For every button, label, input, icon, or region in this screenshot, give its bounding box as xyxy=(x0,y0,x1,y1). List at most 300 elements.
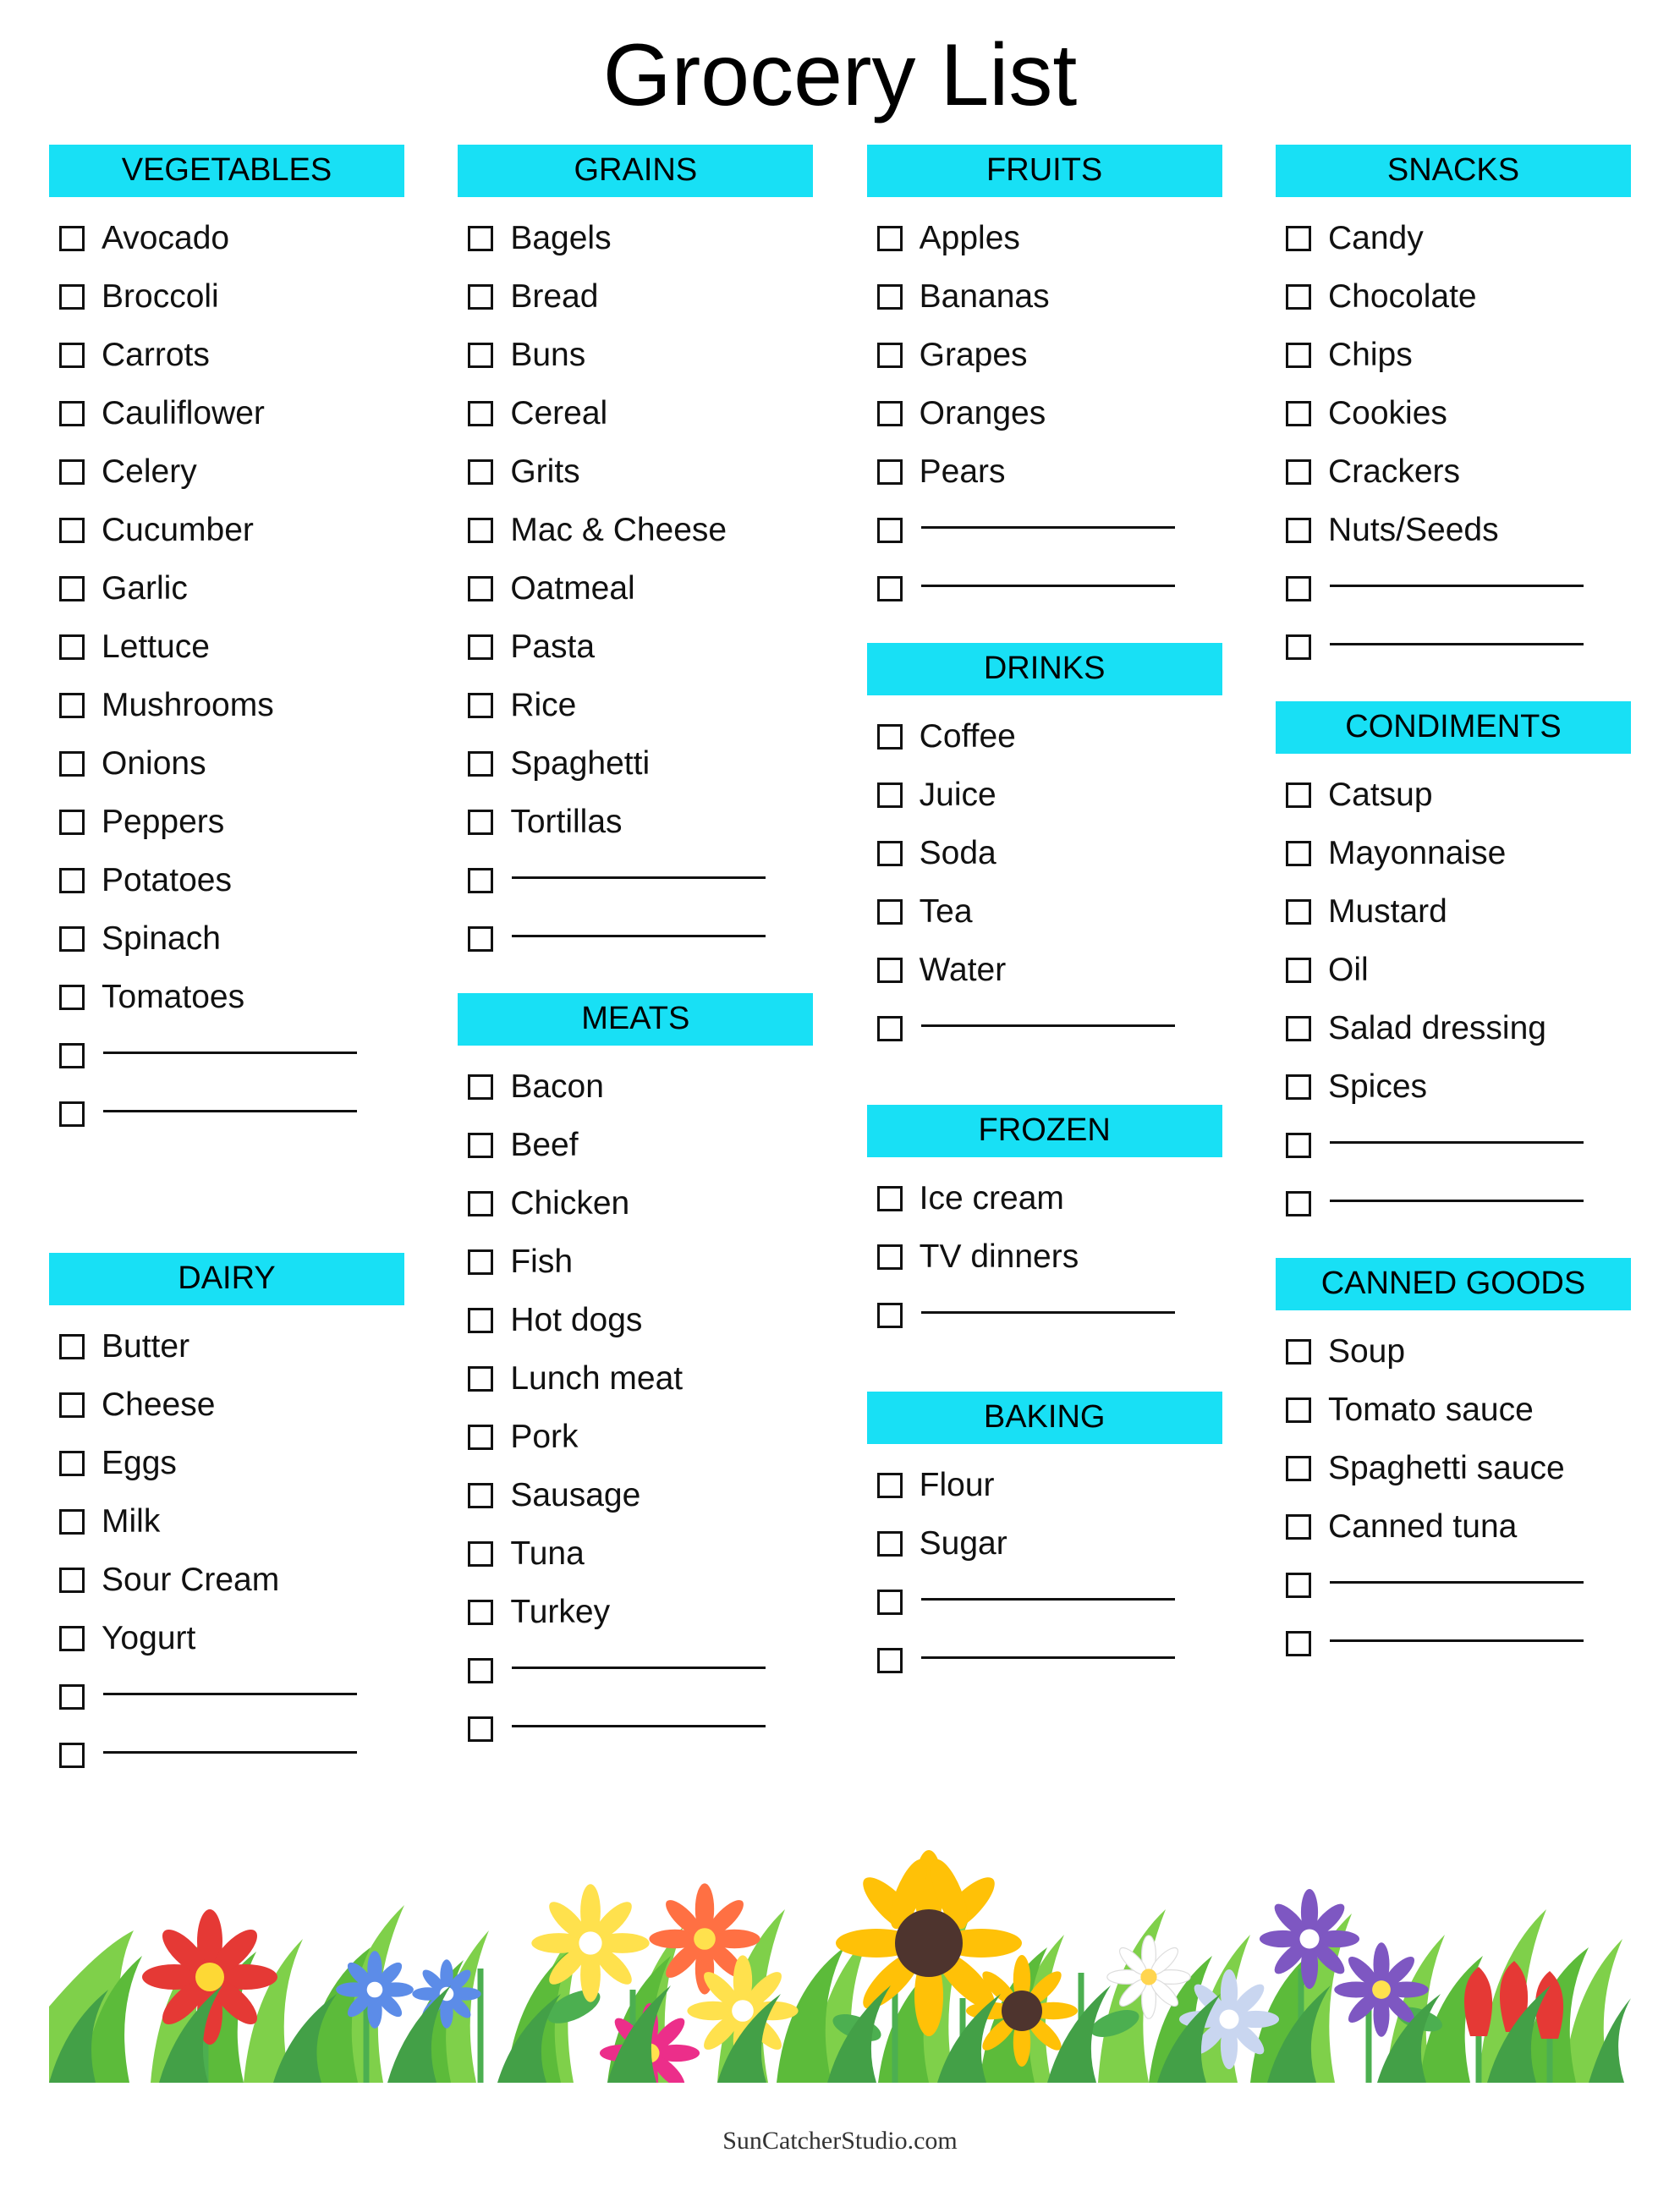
checkbox-icon[interactable] xyxy=(877,1186,903,1211)
section-fruits xyxy=(867,145,1222,618)
list-item[interactable] xyxy=(49,618,404,676)
list-item[interactable] xyxy=(49,1609,404,1667)
list-item-label: Chocolate xyxy=(1327,277,1477,315)
section-heading-snacks: SNACKS xyxy=(1276,145,1631,197)
checkbox-icon[interactable] xyxy=(877,576,903,601)
checkbox-icon[interactable] xyxy=(59,985,85,1010)
section-items-meats xyxy=(458,1057,813,1758)
checkbox-icon[interactable] xyxy=(877,1590,903,1615)
list-item[interactable] xyxy=(458,559,813,618)
write-in-line[interactable] xyxy=(512,1667,766,1669)
list-item-label: Cheese xyxy=(102,1386,216,1423)
list-item[interactable] xyxy=(458,1116,813,1174)
checkbox-icon[interactable] xyxy=(877,401,903,426)
section-vegetables xyxy=(49,145,404,1143)
checkbox-icon[interactable] xyxy=(468,634,493,660)
list-item-label: Grapes xyxy=(919,336,1028,373)
blank-write-in-item[interactable] xyxy=(49,1026,404,1085)
section-items-frozen xyxy=(867,1169,1222,1344)
checkbox-icon[interactable] xyxy=(59,284,85,310)
checkbox-icon[interactable] xyxy=(1286,1514,1311,1540)
list-item[interactable] xyxy=(458,501,813,559)
list-item-label: Bagels xyxy=(510,219,612,256)
list-item-label: Nuts/Seeds xyxy=(1327,511,1499,548)
checkbox-icon[interactable] xyxy=(59,1334,85,1359)
blank-write-in-item[interactable] xyxy=(1276,1614,1631,1672)
checkbox-icon[interactable] xyxy=(59,1743,85,1768)
list-item-label: Pears xyxy=(919,453,1006,490)
write-in-line[interactable] xyxy=(103,1052,357,1054)
blank-write-in-item[interactable] xyxy=(867,1631,1222,1689)
list-item-label: Lettuce xyxy=(102,628,210,665)
list-item-label: Soda xyxy=(919,834,996,871)
write-in-line[interactable] xyxy=(921,585,1175,587)
section-heading-grains: GRAINS xyxy=(458,145,813,197)
checkbox-icon[interactable] xyxy=(877,1473,903,1498)
list-item-label: Canned tuna xyxy=(1327,1507,1518,1545)
list-item-label: Cereal xyxy=(510,394,608,431)
checkbox-icon[interactable] xyxy=(877,284,903,310)
checkbox-icon[interactable] xyxy=(468,1600,493,1625)
list-item-label: Mushrooms xyxy=(102,686,274,723)
list-item-label: Beef xyxy=(510,1126,579,1163)
checkbox-icon[interactable] xyxy=(468,1658,493,1683)
checkbox-icon[interactable] xyxy=(468,576,493,601)
flower-border-illustration xyxy=(49,1829,1631,2083)
list-item[interactable] xyxy=(49,968,404,1026)
list-item-label: Yogurt xyxy=(102,1619,196,1656)
checkbox-icon[interactable] xyxy=(468,459,493,485)
list-item-label: Carrots xyxy=(102,336,210,373)
write-in-line[interactable] xyxy=(921,1656,1175,1659)
list-item-label: Rice xyxy=(510,686,577,723)
list-item-label: Crackers xyxy=(1327,453,1461,490)
checkbox-icon[interactable] xyxy=(1286,958,1311,983)
section-items-grains xyxy=(458,209,813,968)
list-item-label: Tuna xyxy=(510,1535,585,1572)
blank-write-in-item[interactable] xyxy=(458,1641,813,1700)
list-item[interactable] xyxy=(1276,384,1631,442)
section-items-condiments xyxy=(1276,766,1631,1233)
checkbox-icon[interactable] xyxy=(877,1016,903,1041)
list-item-label: Lunch meat xyxy=(510,1359,684,1397)
list-item-label: Salad dressing xyxy=(1327,1009,1546,1046)
write-in-line[interactable] xyxy=(103,1110,357,1112)
blank-write-in-item[interactable] xyxy=(867,1286,1222,1344)
checkbox-icon[interactable] xyxy=(877,226,903,251)
list-item[interactable] xyxy=(1276,1439,1631,1497)
section-heading-baking: BAKING xyxy=(867,1392,1222,1444)
blank-write-in-item[interactable] xyxy=(1276,1556,1631,1614)
checkbox-icon[interactable] xyxy=(877,782,903,808)
list-item-label: Chicken xyxy=(510,1184,630,1222)
list-item[interactable] xyxy=(1276,442,1631,501)
checkbox-icon[interactable] xyxy=(468,693,493,718)
list-item-label: Oranges xyxy=(919,394,1046,431)
list-item-label: Soup xyxy=(1327,1332,1406,1370)
checkbox-icon[interactable] xyxy=(468,1425,493,1450)
list-item[interactable] xyxy=(867,384,1222,442)
write-in-line[interactable] xyxy=(103,1693,357,1695)
checkbox-icon[interactable] xyxy=(468,1249,493,1275)
checkbox-icon[interactable] xyxy=(59,1043,85,1068)
list-item-label: Bread xyxy=(510,277,599,315)
checkbox-icon[interactable] xyxy=(59,1509,85,1535)
list-item[interactable] xyxy=(1276,882,1631,941)
list-item-label: Mustard xyxy=(1327,892,1447,930)
checkbox-icon[interactable] xyxy=(59,810,85,835)
list-item[interactable] xyxy=(867,707,1222,766)
checkbox-icon[interactable] xyxy=(468,226,493,251)
list-item-label: Tomato sauce xyxy=(1327,1391,1534,1428)
list-item-label: Coffee xyxy=(919,717,1016,755)
list-item[interactable] xyxy=(49,209,404,267)
list-item-label: Tomatoes xyxy=(102,978,245,1015)
checkbox-icon[interactable] xyxy=(468,1308,493,1333)
list-item-label: Spinach xyxy=(102,920,221,957)
checkbox-icon[interactable] xyxy=(1286,1074,1311,1100)
list-item-label: Juice xyxy=(919,776,996,813)
blank-write-in-item[interactable] xyxy=(1276,559,1631,618)
blank-write-in-item[interactable] xyxy=(458,851,813,909)
blank-write-in-item[interactable] xyxy=(1276,1116,1631,1174)
list-item-label: Spaghetti sauce xyxy=(1327,1449,1565,1486)
list-item[interactable] xyxy=(1276,824,1631,882)
checkbox-icon[interactable] xyxy=(468,401,493,426)
section-dairy xyxy=(49,1253,404,1784)
checkbox-icon[interactable] xyxy=(59,401,85,426)
list-item-label: Oatmeal xyxy=(510,569,635,607)
section-heading-drinks: DRINKS xyxy=(867,643,1222,695)
checkbox-icon[interactable] xyxy=(59,634,85,660)
list-item[interactable] xyxy=(49,1492,404,1551)
list-item[interactable] xyxy=(458,1174,813,1233)
list-item[interactable] xyxy=(458,618,813,676)
list-item[interactable] xyxy=(458,1408,813,1466)
list-item[interactable] xyxy=(49,734,404,793)
list-item[interactable] xyxy=(458,1583,813,1641)
list-item[interactable] xyxy=(49,676,404,734)
checkbox-icon[interactable] xyxy=(1286,576,1311,601)
list-item[interactable] xyxy=(1276,1497,1631,1556)
list-item-label: Cauliflower xyxy=(102,394,265,431)
section-drinks xyxy=(867,643,1222,1057)
list-item[interactable] xyxy=(458,676,813,734)
checkbox-icon[interactable] xyxy=(59,926,85,952)
write-in-line[interactable] xyxy=(512,876,766,879)
write-in-line[interactable] xyxy=(921,1598,1175,1601)
checkbox-icon[interactable] xyxy=(877,1531,903,1557)
checkbox-icon[interactable] xyxy=(59,1451,85,1476)
checkbox-icon[interactable] xyxy=(1286,1016,1311,1041)
list-item[interactable] xyxy=(867,766,1222,824)
write-in-line[interactable] xyxy=(103,1751,357,1754)
checkbox-icon[interactable] xyxy=(59,459,85,485)
list-item-label: Fish xyxy=(510,1243,574,1280)
list-item[interactable] xyxy=(458,1349,813,1408)
section-grains xyxy=(458,145,813,968)
list-item[interactable] xyxy=(867,882,1222,941)
list-item[interactable] xyxy=(458,384,813,442)
checkbox-icon[interactable] xyxy=(877,841,903,866)
list-item-label: Oil xyxy=(1327,951,1369,988)
blank-write-in-item[interactable] xyxy=(49,1667,404,1726)
list-item-label: Butter xyxy=(102,1327,190,1365)
checkbox-icon[interactable] xyxy=(468,343,493,368)
blank-write-in-item[interactable] xyxy=(1276,618,1631,676)
checkbox-icon[interactable] xyxy=(468,1483,493,1508)
blank-write-in-item[interactable] xyxy=(867,501,1222,559)
list-item-label: Tortillas xyxy=(510,803,623,840)
checkbox-icon[interactable] xyxy=(1286,1339,1311,1365)
list-item[interactable] xyxy=(867,1456,1222,1514)
checkbox-icon[interactable] xyxy=(1286,841,1311,866)
checkbox-icon[interactable] xyxy=(468,810,493,835)
section-canned-goods xyxy=(1276,1258,1631,1672)
checkbox-icon[interactable] xyxy=(468,284,493,310)
section-meats xyxy=(458,993,813,1758)
checkbox-icon[interactable] xyxy=(468,926,493,952)
checkbox-icon[interactable] xyxy=(1286,1191,1311,1216)
section-condiments xyxy=(1276,701,1631,1233)
list-item[interactable] xyxy=(49,384,404,442)
list-item-label: Avocado xyxy=(102,219,230,256)
blank-write-in-item[interactable] xyxy=(49,1085,404,1143)
list-item-label: Sour Cream xyxy=(102,1561,280,1598)
list-item[interactable] xyxy=(49,793,404,851)
list-item[interactable] xyxy=(49,559,404,618)
checkbox-icon[interactable] xyxy=(1286,1133,1311,1158)
list-item[interactable] xyxy=(458,1233,813,1291)
list-item[interactable] xyxy=(458,209,813,267)
list-item-label: Hot dogs xyxy=(510,1301,643,1338)
list-item[interactable] xyxy=(867,941,1222,999)
list-item[interactable] xyxy=(458,326,813,384)
list-item-label: Tea xyxy=(919,892,973,930)
list-item-label: Milk xyxy=(102,1502,161,1540)
checkbox-icon[interactable] xyxy=(59,1101,85,1127)
list-item[interactable] xyxy=(458,734,813,793)
list-item-label: Eggs xyxy=(102,1444,177,1481)
list-item[interactable] xyxy=(1276,1057,1631,1116)
checkbox-icon[interactable] xyxy=(468,1133,493,1158)
write-in-line[interactable] xyxy=(921,526,1175,529)
checkbox-icon[interactable] xyxy=(1286,1456,1311,1481)
blank-write-in-item[interactable] xyxy=(867,999,1222,1057)
section-items-baking xyxy=(867,1456,1222,1689)
list-item[interactable] xyxy=(458,1057,813,1116)
list-item[interactable] xyxy=(458,793,813,851)
list-item-label: Broccoli xyxy=(102,277,219,315)
checkbox-icon[interactable] xyxy=(877,1244,903,1270)
section-heading-meats: MEATS xyxy=(458,993,813,1046)
list-item[interactable] xyxy=(458,1466,813,1524)
checkbox-icon[interactable] xyxy=(59,518,85,543)
list-item-label: Mayonnaise xyxy=(1327,834,1507,871)
list-item[interactable] xyxy=(867,267,1222,326)
list-item[interactable] xyxy=(1276,941,1631,999)
checkbox-icon[interactable] xyxy=(1286,401,1311,426)
column-2 xyxy=(458,145,813,1784)
list-item-label: Sugar xyxy=(919,1524,1007,1562)
site-credit: SunCatcherStudio.com xyxy=(722,2127,958,2155)
list-item-label: Catsup xyxy=(1327,776,1433,813)
list-item[interactable] xyxy=(1276,1322,1631,1381)
page-title: Grocery List xyxy=(602,26,1078,124)
list-item[interactable] xyxy=(867,824,1222,882)
list-item-label: Spaghetti xyxy=(510,744,651,782)
write-in-line[interactable] xyxy=(921,1024,1175,1027)
checkbox-icon[interactable] xyxy=(468,1541,493,1567)
write-in-line[interactable] xyxy=(1330,643,1584,645)
list-item-label: Pasta xyxy=(510,628,596,665)
list-item[interactable] xyxy=(867,442,1222,501)
checkbox-icon[interactable] xyxy=(1286,518,1311,543)
list-item[interactable] xyxy=(1276,267,1631,326)
checkbox-icon[interactable] xyxy=(59,1392,85,1418)
list-item[interactable] xyxy=(867,326,1222,384)
list-item[interactable] xyxy=(1276,501,1631,559)
list-item-label: Pork xyxy=(510,1418,579,1455)
checkbox-icon[interactable] xyxy=(59,751,85,777)
checkbox-icon[interactable] xyxy=(1286,1398,1311,1423)
write-in-line[interactable] xyxy=(1330,585,1584,587)
checkbox-icon[interactable] xyxy=(877,1648,903,1673)
list-item[interactable] xyxy=(49,1551,404,1609)
column-1 xyxy=(49,145,404,1784)
checkbox-icon[interactable] xyxy=(59,343,85,368)
list-item[interactable] xyxy=(49,909,404,968)
list-item-label: Flour xyxy=(919,1466,995,1503)
list-item[interactable] xyxy=(458,267,813,326)
list-item[interactable] xyxy=(1276,326,1631,384)
checkbox-icon[interactable] xyxy=(1286,226,1311,251)
checkbox-icon[interactable] xyxy=(877,518,903,543)
checkbox-icon[interactable] xyxy=(1286,459,1311,485)
list-item[interactable] xyxy=(1276,209,1631,267)
section-items-canned-goods xyxy=(1276,1322,1631,1672)
checkbox-icon[interactable] xyxy=(59,1626,85,1651)
checkbox-icon[interactable] xyxy=(1286,634,1311,660)
list-item-label: TV dinners xyxy=(919,1238,1079,1275)
list-item-label: Bacon xyxy=(510,1068,604,1105)
list-item-label: Potatoes xyxy=(102,861,232,898)
blank-write-in-item[interactable] xyxy=(1276,1174,1631,1233)
checkbox-icon[interactable] xyxy=(468,1716,493,1742)
checkbox-icon[interactable] xyxy=(59,226,85,251)
list-item[interactable] xyxy=(867,1169,1222,1227)
list-item[interactable] xyxy=(458,442,813,501)
checkbox-icon[interactable] xyxy=(1286,782,1311,808)
checkbox-icon[interactable] xyxy=(877,459,903,485)
checkbox-icon[interactable] xyxy=(59,693,85,718)
checkbox-icon[interactable] xyxy=(468,1191,493,1216)
section-heading-fruits: FRUITS xyxy=(867,145,1222,197)
write-in-line[interactable] xyxy=(1330,1639,1584,1642)
checkbox-icon[interactable] xyxy=(59,1684,85,1710)
list-item[interactable] xyxy=(49,1434,404,1492)
blank-write-in-item[interactable] xyxy=(49,1726,404,1784)
list-item-label: Cookies xyxy=(1327,394,1447,431)
column-3 xyxy=(867,145,1222,1784)
list-item-label: Spices xyxy=(1327,1068,1428,1105)
blank-write-in-item[interactable] xyxy=(867,559,1222,618)
blank-write-in-item[interactable] xyxy=(458,909,813,968)
section-heading-frozen: FROZEN xyxy=(867,1105,1222,1157)
checkbox-icon[interactable] xyxy=(1286,284,1311,310)
section-heading-condiments: CONDIMENTS xyxy=(1276,701,1631,754)
list-item-label: Apples xyxy=(919,219,1020,256)
checkbox-icon[interactable] xyxy=(877,958,903,983)
list-item[interactable] xyxy=(458,1524,813,1583)
list-item[interactable] xyxy=(867,1514,1222,1573)
checkbox-icon[interactable] xyxy=(59,1568,85,1593)
grocery-list-page xyxy=(0,25,1680,2191)
write-in-line[interactable] xyxy=(512,935,766,937)
checkbox-icon[interactable] xyxy=(468,751,493,777)
checkbox-icon[interactable] xyxy=(468,518,493,543)
checkbox-icon[interactable] xyxy=(1286,343,1311,368)
list-item[interactable] xyxy=(49,442,404,501)
blank-write-in-item[interactable] xyxy=(458,1700,813,1758)
list-item-label: Buns xyxy=(510,336,586,373)
write-in-line[interactable] xyxy=(921,1311,1175,1314)
list-item[interactable] xyxy=(49,326,404,384)
list-item-label: Ice cream xyxy=(919,1179,1064,1216)
list-item[interactable] xyxy=(1276,1381,1631,1439)
list-item[interactable] xyxy=(49,501,404,559)
blank-write-in-item[interactable] xyxy=(867,1573,1222,1631)
checkbox-icon[interactable] xyxy=(468,1366,493,1392)
section-items-snacks xyxy=(1276,209,1631,676)
section-heading-canned-goods: CANNED GOODS xyxy=(1276,1258,1631,1310)
list-item[interactable] xyxy=(458,1291,813,1349)
section-heading-dairy: DAIRY xyxy=(49,1253,404,1305)
list-item-label: Peppers xyxy=(102,803,225,840)
checkbox-icon[interactable] xyxy=(877,724,903,750)
section-items-vegetables xyxy=(49,209,404,1143)
checkbox-icon[interactable] xyxy=(877,343,903,368)
list-item[interactable] xyxy=(1276,999,1631,1057)
section-items-fruits xyxy=(867,209,1222,618)
checkbox-icon[interactable] xyxy=(1286,1573,1311,1598)
list-item[interactable] xyxy=(867,209,1222,267)
list-item[interactable] xyxy=(49,1317,404,1376)
checkbox-icon[interactable] xyxy=(468,1074,493,1100)
list-item-label: Candy xyxy=(1327,219,1424,256)
list-item[interactable] xyxy=(49,1376,404,1434)
list-item[interactable] xyxy=(49,267,404,326)
checkbox-icon[interactable] xyxy=(59,576,85,601)
checkbox-icon[interactable] xyxy=(468,868,493,893)
write-in-line[interactable] xyxy=(1330,1200,1584,1202)
write-in-line[interactable] xyxy=(1330,1581,1584,1584)
list-item-label: Garlic xyxy=(102,569,188,607)
checkbox-icon[interactable] xyxy=(1286,899,1311,925)
list-item-label: Sausage xyxy=(510,1476,641,1513)
checkbox-icon[interactable] xyxy=(1286,1631,1311,1656)
write-in-line[interactable] xyxy=(1330,1141,1584,1144)
write-in-line[interactable] xyxy=(512,1725,766,1727)
checkbox-icon[interactable] xyxy=(877,1303,903,1328)
checkbox-icon[interactable] xyxy=(59,868,85,893)
list-item[interactable] xyxy=(867,1227,1222,1286)
list-item[interactable] xyxy=(1276,766,1631,824)
section-snacks xyxy=(1276,145,1631,676)
list-item[interactable] xyxy=(49,851,404,909)
list-item-label: Chips xyxy=(1327,336,1413,373)
checkbox-icon[interactable] xyxy=(877,899,903,925)
